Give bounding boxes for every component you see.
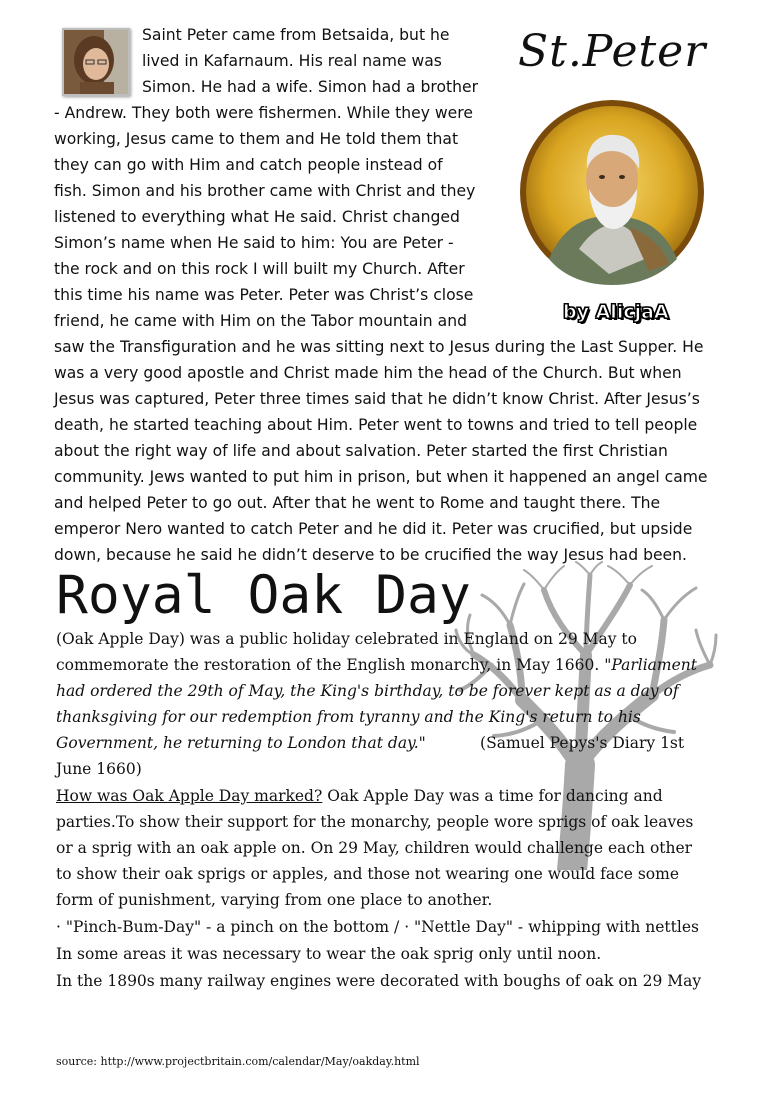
saint-peter-text [54,22,718,568]
customs-line: · "Pinch-Bum-Day" - a pinch on the bottom / · "Nettle Day" - whipping with nettles [56,918,699,936]
source-citation: source: http://www.projectbritain.com/calendar/May/oakday.html [56,1055,420,1068]
saint-peter-title: St.Peter [518,26,707,77]
noon-line: In some areas it was necessary to wear the oak sprig only until noon. [56,945,602,963]
royal-oak-title: Royal Oak Day [56,565,471,626]
oak-apple-day-paragraph [56,783,708,913]
royal-oak-text [56,626,708,995]
oak-apple-question: How was Oak Apple Day marked? [56,787,323,805]
saint-peter-paragraph: Saint Peter came from Betsaida, but he lived in Kafarnaum. His real name was Simon. He had a wife. Simon had a brother - Andrew. They both were fishermen. While they were working, Jesus came to them and He told them that they can go with Him and catch people instead of fish. Simon and his brother came with Christ and they listened to everything what He said. Christ changed Simon’s name when He said to him: You are Peter - the rock and on this rock I will built my Church. After this time his name was Peter. Peter was Christ’s close friend, he came with Him on the Tabor mountain and saw the Transfiguration and he was sitting next to Jesus during the Last Supper. He was a very good apostle and Christ made him the head of the Church. But when Jesus was captured, Peter three times said that he didn’t know Christ. After Jesus’s death, he started teaching about Him. Peter went to towns and tried to tell people about the right way of life and about salvation. Peter started the first Christian community. Jews wanted to put him in prison, but when it happened an angel came and helped Peter to go out. After that he went to Rome and taught there. The emperor Nero wanted to catch Peter and he did it. Peter was crucified, but upside down, because he said he didn’t deserve to be crucified the way Jesus had been. [54,26,708,564]
pepys-quote: "Parliament had ordered the 29th of May, the King's birthday, to be forever kept as a day of thanksgiving for our redemption from tyranny and the King's return to his Government, he returning to London that day." [56,656,697,752]
railway-line: In the 1890s many railway engines were decorated with boughs of oak on 29 May [56,972,702,990]
pepys-citation: (Samuel Pepys's Diary 1st June 1660) [56,734,685,778]
author-byline: by AlicjaA [563,301,669,323]
oak-apple-answer: Oak Apple Day was a time for dancing and parties.To show their support for the monarchy, people wore sprigs of oak leaves or a sprig with an oak apple on. On 29 May, children would challenge each other to show their oak sprigs or apples, and those not wearing one would face some form of punishment, varying from one place to another. [56,787,694,909]
royal-oak-intro-paragraph [56,626,708,782]
royal-oak-intro: (Oak Apple Day) was a public holiday celebrated in England on 29 May to commemorate the restoration of the English monarchy, in May 1660. [56,630,637,674]
